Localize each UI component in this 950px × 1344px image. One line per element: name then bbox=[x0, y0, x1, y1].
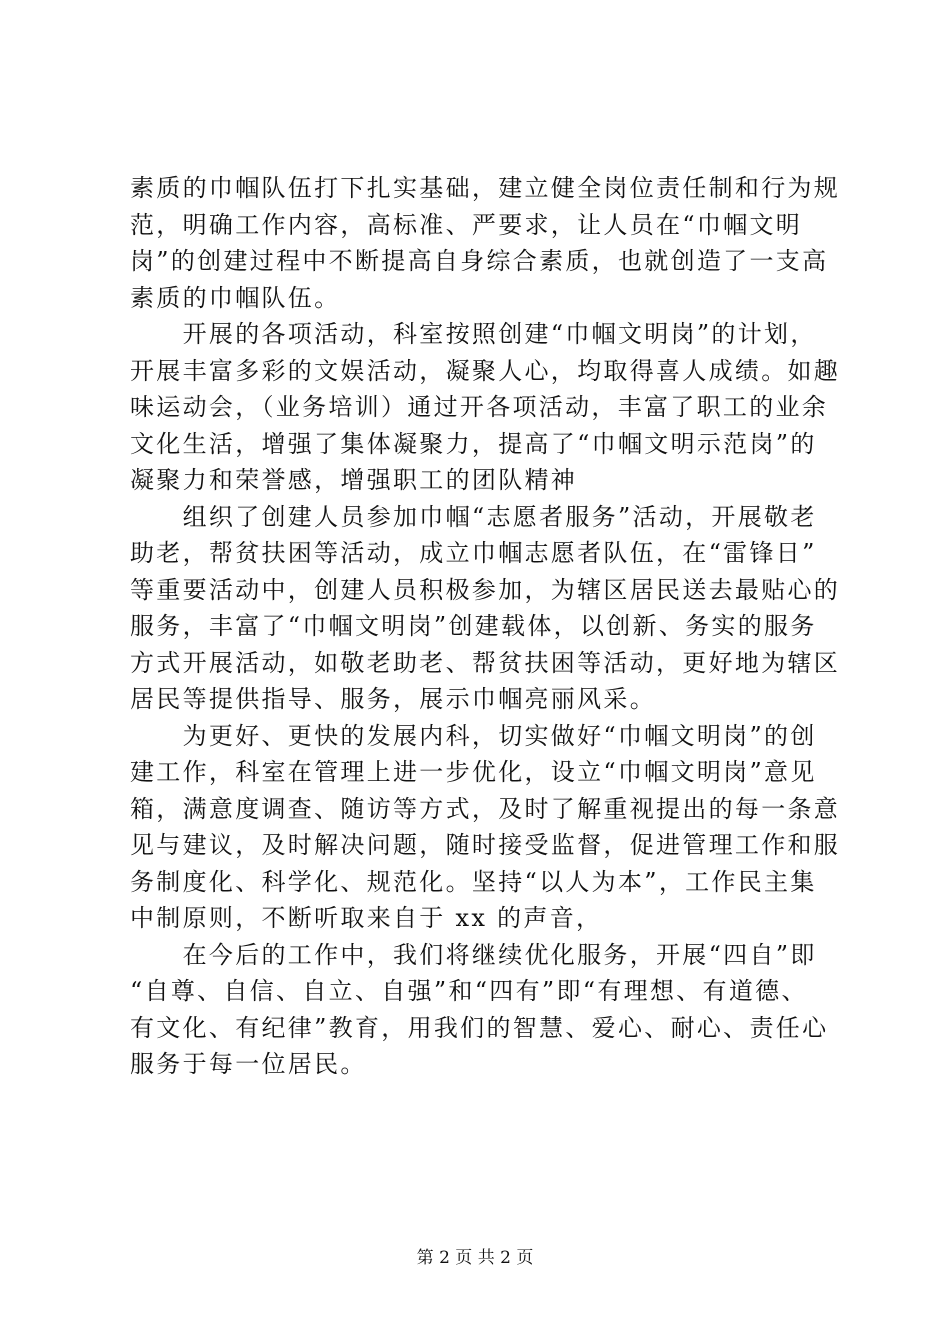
text-line: 服务，丰富了“巾帼文明岗”创建载体，以创新、务实的服务 bbox=[130, 612, 817, 640]
text-line: 有文化、有纪律”教育，用我们的智慧、爱心、耐心、责任心 bbox=[130, 1013, 829, 1042]
text-line: 岗”的创建过程中不断提高自身综合素质，也就创造了一支高 bbox=[130, 247, 829, 275]
text-line: 范，明确工作内容，高标准、严要求，让人员在“巾帼文明 bbox=[130, 210, 803, 239]
text-line: 文化生活，增强了集体凝聚力，提高了“巾帼文明示范岗”的 bbox=[130, 429, 817, 458]
text-line: 居民等提供指导、服务，展示巾帼亮丽风采。 bbox=[130, 685, 656, 713]
text-line: 服务于每一位居民。 bbox=[130, 1050, 367, 1078]
text-line: 为更好、更快的发展内科，切实做好“巾帼文明岗”的创 bbox=[130, 721, 817, 750]
text-line: 等重要活动中，创建人员积极参加，为辖区居民送去最贴心的 bbox=[130, 575, 841, 604]
text-line: 中制原则，不断听取来自于 xx 的声音， bbox=[130, 904, 603, 932]
text-line: 见与建议，及时解决问题，随时接受监督，促进管理工作和服 bbox=[130, 831, 841, 859]
text-line: 素质的巾帼队伍打下扎实基础，建立健全岗位责任制和行为规 bbox=[130, 174, 841, 202]
text-line: 箱，满意度调查、随访等方式，及时了解重视提出的每一条意 bbox=[130, 794, 841, 823]
text-line: 味运动会，（业务培训）通过开各项活动，丰富了职工的业余 bbox=[130, 393, 829, 421]
text-line: 方式开展活动，如敬老助老、帮贫扶困等活动，更好地为辖区 bbox=[130, 648, 841, 677]
text-line: 组织了创建人员参加巾帼“志愿者服务”活动，开展敬老 bbox=[130, 502, 817, 531]
text-line: 在今后的工作中，我们将继续优化服务，开展“四自”即 bbox=[130, 940, 817, 969]
text-line: 建工作，科室在管理上进一步优化，设立“巾帼文明岗”意见 bbox=[130, 758, 817, 786]
text-line: 开展的各项活动，科室按照创建“巾帼文明岗”的计划， bbox=[130, 320, 817, 348]
document-body bbox=[130, 170, 841, 1083]
text-line: 开展丰富多彩的文娱活动，凝聚人心，均取得喜人成绩。如趣 bbox=[130, 356, 841, 385]
text-line: 务制度化、科学化、规范化。坚持“以人为本”，工作民主集 bbox=[130, 867, 817, 896]
text-line: “自尊、自信、自立、自强”和“四有”即“有理想、有道德、 bbox=[130, 977, 808, 1005]
page-number-footer: 第 2 页 共 2 页 bbox=[416, 1248, 534, 1268]
text-line: 助老，帮贫扶困等活动，成立巾帼志愿者队伍，在“雷锋日” bbox=[130, 539, 817, 567]
text-line: 凝聚力和荣誉感，增强职工的团队精神 bbox=[130, 466, 578, 494]
text-line: 素质的巾帼队伍。 bbox=[130, 283, 341, 312]
